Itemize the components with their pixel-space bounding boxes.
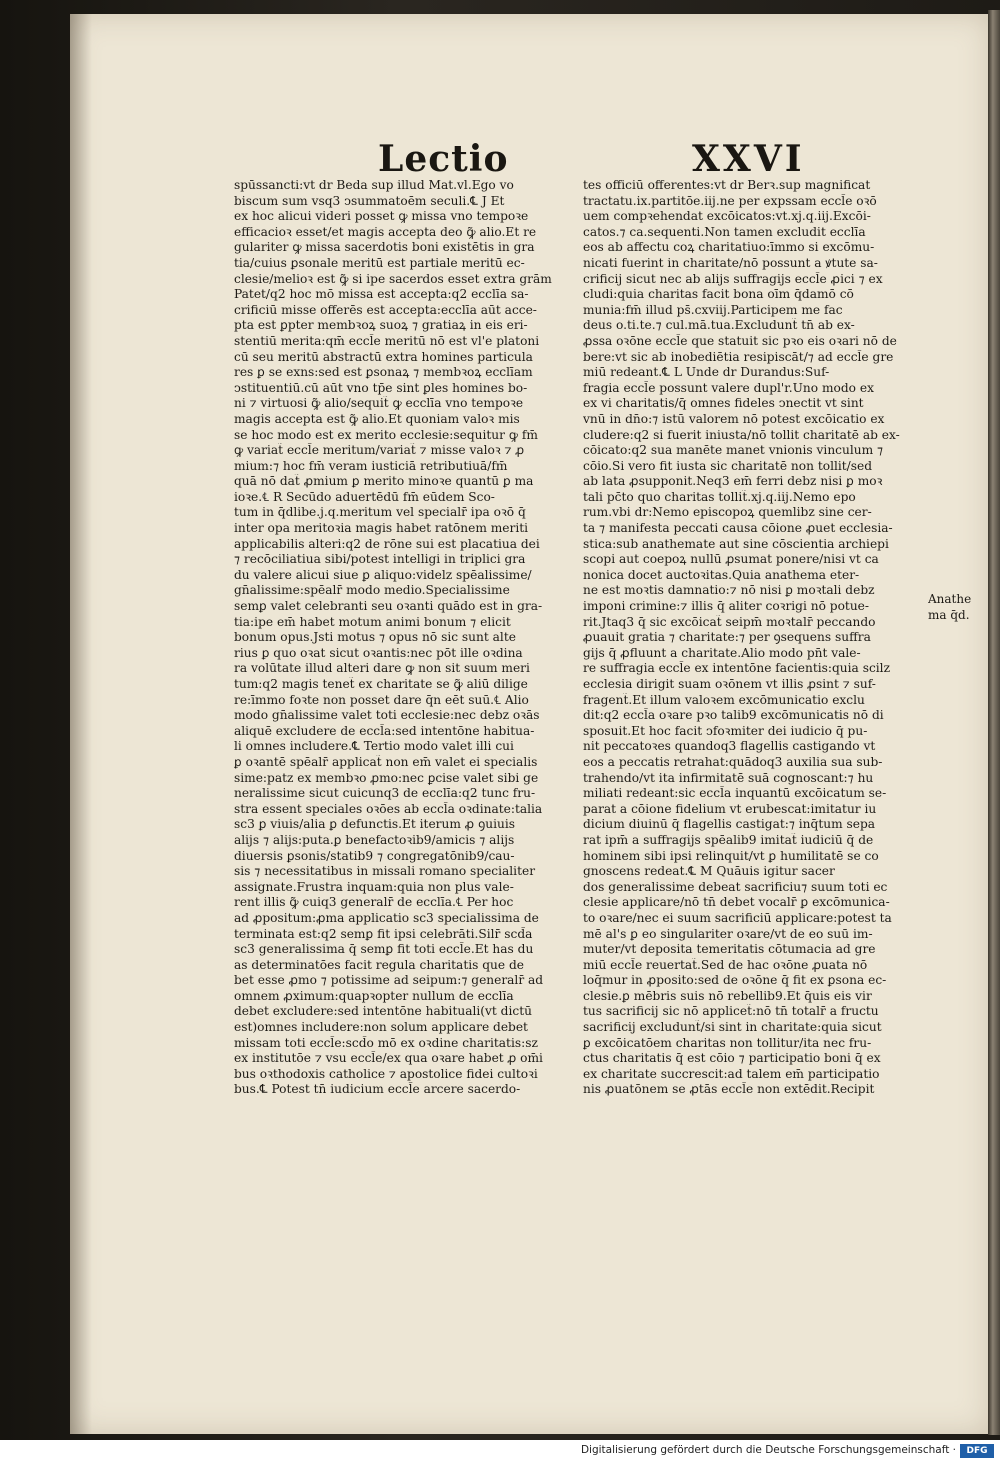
text-line: vnū in dn̄o:⁊ istū valorem nō potest excōicatio ex [583, 411, 885, 426]
text-line: cōicato:q2 sua manēte manet vnionis vinculum ⁊ [583, 443, 884, 458]
text-line: ꝓssa oꝛōne eccl̄e que statuit sic pꝛo eis oꝛari nō de [583, 333, 897, 348]
text-line: ioꝛe.℄ R Secūdo aduertēdū fm̄ eūdem Sco- [234, 489, 495, 504]
running-header-right: XXVI [692, 138, 805, 180]
text-line: rum.vbi dr:Nemo episcopoꝝ quemlibz sine cer- [583, 505, 872, 520]
text-line: Anathe [928, 592, 972, 606]
text-line: catos.⁊ ca.sequenti.Non tamen excludit ecclīa [583, 224, 866, 239]
text-line: du valere alicui siue ꝑ aliquo:videlz spēalissime/ [234, 567, 532, 582]
text-line: est)omnes includere:non solum applicare debet [234, 1020, 528, 1035]
text-line: li omnes includere.℄ Tertio modo valet illi cui [234, 739, 514, 754]
text-line: gijs q̄ ꝓfluunt a charitate.Alio modo pn̄t vale- [583, 645, 861, 660]
text-line: dit:q2 eccl̄a oꝛare pꝛo talib9 excōmunicatis nō di [583, 708, 884, 723]
text-line: ꝑ excōicatōem charitas non tollitur/ita nec fru- [583, 1035, 872, 1050]
text-line: parat a cōione fidelium vt erubescat:imitatur iu [583, 801, 877, 816]
text-line: clesie/melioꝛ est ꝙ̃ si ipe sacerdos esset extra grām [234, 271, 552, 286]
text-line: applicabilis alteri:q2 de rōne sui est placatiua dei [234, 536, 540, 551]
text-line: Patet/q2 hoc mō missa est accepta:q2 ecclīa sa- [234, 287, 529, 302]
text-line: re:īmmo foꝛte non posset dare q̄n eēt suū.℄ Alio [234, 692, 529, 707]
text-line: dos generalissime debeat sacrificiu⁊ suum toti ec [583, 879, 888, 894]
text-line: miū redeant.℄ L Unde dr Durandus:Suf- [583, 365, 830, 380]
text-line: sis ⁊ necessitatibus in missali romano specialiter [234, 864, 536, 879]
text-line: terminata est:q2 semꝑ fit ipsi celebrāti.Silr̄ scd̄a [234, 926, 533, 941]
text-line: debet excludere:sed intentōne habituali(vt dictū [234, 1004, 532, 1019]
text-line: ma q̄d. [928, 607, 970, 622]
text-line: miū eccl̄e reuertat̃.Sed de hac oꝛōne ꝓuata nō [583, 957, 868, 972]
text-line: cū seu meritū abstractū extra homines particula [234, 349, 533, 364]
text-line: tia:ipe em̄ habet motum animi bonum ⁊ elicit [234, 614, 511, 629]
text-line: inter opa meritoꝛia magis habet ratōnem meriti [234, 521, 529, 536]
text-line: fragia eccl̄e possunt valere dupl'r.Uno modo ex [583, 380, 874, 395]
page-edge [988, 10, 1000, 1435]
text-line: ra volūtate illud alteri dare ꝙ non sit suum meri [234, 661, 530, 676]
text-line: ecclesia dirigit suam oꝛōnem vt illis ꝓsint ⁊ suf- [583, 677, 876, 691]
text-line: sc3 generalissima q̄ semꝑ fit toti eccl̄e.Et has du [234, 942, 534, 957]
text-line: clesie applicare/nō tn̄ debet vocalr̄ ꝑ excōmunica- [583, 895, 890, 910]
text-line: biscum sum vsq3 ↄsummatoēm seculi.℄ J Et [234, 193, 505, 208]
text-line: gn̄alissime:spēalr̄ modo medio.Specialissime [234, 583, 510, 598]
text-line: bonum opus.Jsti motus ⁊ opus nō sic sunt alte [234, 630, 516, 645]
text-line: tali pc̄to quo charitas tollit̃.xj.q.iij.Nemo epo [583, 489, 856, 504]
text-line: fragent̃.Et illum valoꝛem excōmunicatio exclu [583, 692, 865, 707]
text-line: mē al's ꝑ eo singulariter oꝛare/vt de eo suū im- [583, 926, 873, 941]
text-line: ex vi charitatis/q̄ omnes fideles ↄnectit vt sint [583, 396, 864, 411]
text-line: aliquē excludere de eccl̄a:sed intentōne habitua- [234, 723, 535, 738]
text-line: rent illis ꝙ̃ cuiq3 generalr̄ de ecclīa.℄ Per hoc [234, 895, 514, 910]
text-line: munia:fm̄ illud ps̄.cxviij.Participem me fac [583, 302, 843, 317]
text-line: scopi aut coepoꝝ nullū ꝓsumat ponere/nisi vt ca [583, 552, 879, 567]
text-line: loq̄mur in ꝓposito:sed de oꝛōne q̄ fit ex ꝑsona ec- [583, 973, 887, 988]
text-line: dicium diuinū q̄ flagellis castigat:⁊ inq̄tum sepa [583, 817, 876, 832]
text-line: eos ab affectu coꝝ charitatiuo:īmmo si excōmu- [583, 240, 875, 255]
text-line: sposuit.Et hoc facit ↄfoꝛmiter dei iudicio q̄ pu- [583, 723, 868, 738]
text-line: bet esse ꝓmo ⁊ potissime ad seipum:⁊ generalr̄ ad [234, 973, 544, 988]
text-line: bus oꝛthodoxis catholice ⁊ apostolice fidei cultoꝛi [234, 1066, 538, 1081]
text-line: cludi:quia charitas facit bona oīm q̄damō cō [583, 287, 854, 302]
text-line: uem compꝛehendat excōicatos:vt.xj.q.iij.Excōi- [583, 209, 871, 224]
text-line: assignate.Frustra inquam:quia non plus vale- [234, 879, 514, 894]
text-line: omnem ꝓximum:quapꝛopter nullum de ecclīa [234, 988, 514, 1003]
text-line: missam toti eccl̄e:scd̄o mō ex oꝛdine charitatis:sz [234, 1035, 538, 1050]
text-line: cōio.Si vero fit iusta sic charitatē non tollit/sed [583, 458, 873, 473]
gutter-shadow [70, 14, 92, 1434]
text-line: muter/vt deposita temeritatis cōtumacia ad gre [583, 942, 876, 957]
text-line: modo gn̄alissime valet toti ecclesie:nec debz oꝛās [234, 708, 540, 723]
text-line: crificiū misse offerēs est accepta:ecclīa aūt acce- [234, 302, 537, 317]
text-line: magis accepta est ꝙ̃ alio.Et quoniam valoꝛ mis [234, 411, 520, 426]
text-line: tia/cuius ꝑsonale meritū est partiale meritū ec- [234, 255, 525, 270]
text-line: sime:patz ex membꝛo ꝓmo:nec ꝑcise valet sibi ge [234, 770, 539, 785]
running-header-left: Lectio [378, 138, 509, 180]
text-line: pta est ꝑpter membꝛoꝝ suoꝝ ⁊ gratiaꝝ in eis eri- [234, 318, 528, 333]
text-line: nis ꝓuatōnem se ꝓtās eccl̄e non extēdit.Recipit [583, 1082, 875, 1097]
text-line: stentiū merita:qm̄ eccl̄e meritū nō est vl'e platoni [234, 333, 540, 348]
text-line: ne est moꝛtis damnatio:⁊ nō nisi ꝑ moꝛtali debz [583, 583, 875, 598]
text-line: stra essent speciales oꝛōes ab eccl̄a oꝛdinate:talia [234, 801, 543, 816]
text-line: ex charitate succrescit:ad talem em̄ participatio [583, 1066, 880, 1081]
text-line: res ꝑ se exns:sed est ꝑsonaꝝ ⁊ membꝛoꝝ ecclīam [234, 365, 533, 380]
text-column-right [583, 178, 928, 1098]
text-line: mium:⁊ hoc fm̄ veram iusticiā retributiuā/fm̄ [234, 458, 508, 473]
text-line: miliati redeant:sic eccl̄a inquantū excōicatum se- [583, 786, 887, 801]
text-line: semꝑ valet celebranti seu oꝛanti quādo est in gra- [234, 599, 543, 614]
text-line: spūssancti:vt dr Beda sup illud Mat.vl.Ego vo [234, 178, 514, 192]
text-line: rius ꝑ quo oꝛat sicut oꝛantis:nec pōt ille oꝛdina [234, 645, 523, 660]
text-line: bere:vt sic ab inobediētia resipiscāt/⁊ ad eccl̄e gre [583, 349, 894, 364]
text-line: ꝙ variat̃ eccl̄e meritum/variat̃ ⁊ misse valoꝛ ⁊ ꝓ [234, 443, 525, 458]
text-line: clesie.ꝑ mēbris suis nō rebellib9.Et q̄uis eis vir [583, 988, 872, 1003]
text-line: sacrificij excludunt̃/si sint in charitate:quia sicut [583, 1020, 882, 1035]
text-line: stica:sub anathemate aut sine cōscientia archiepi [583, 536, 889, 551]
text-line: hominem sibi ipsi relinquit/vt ꝑ humilitatē se co [583, 848, 879, 863]
text-line: ta ⁊ manifesta peccati causa cōione ꝓuet ecclesia- [583, 521, 893, 536]
text-line: bus.℄ Potest tn̄ iudicium eccl̄e arcere sacerdo- [234, 1082, 521, 1097]
text-line: tractatu.ix.partitōe.iij.ne per expssam eccl̄e oꝛō [583, 193, 877, 208]
text-line: to oꝛare/nec ei suum sacrificiū applicare:potest ta [583, 910, 892, 925]
text-line: gulariter ꝙ missa sacerdotis boni existētis in gra [234, 240, 535, 255]
text-line: tum in q̄dlibe.j.q.meritum vel specialr̄ ipa oꝛō q̄ [234, 505, 526, 520]
text-line: trahendo/vt ita infirmitatē suā cognoscant:⁊ hu [583, 770, 874, 785]
text-column-left [234, 178, 579, 1098]
text-line: ꝓuauit gratia ⁊ charitate:⁊ per ꝯsequens suffra [583, 630, 871, 645]
text-line: eos a peccatis retrahat:quādoq3 auxilia sua sub- [583, 754, 883, 769]
text-line: diuersis ꝑsonis/statib9 ⁊ congregatōnib9/cau- [234, 848, 515, 863]
text-line: ⁊ recōciliatiua sibi/potest intelligi in triplici gra [234, 552, 526, 567]
text-line: ex institutōe ⁊ vsu eccl̄e/ex qua oꝛare habet ꝓ om̄i [234, 1051, 543, 1066]
text-line: se hoc modo est ex merito ecclesie:sequitur ꝙ fm̄ [234, 427, 538, 442]
text-line: sc3 ꝑ viuis/alia ꝑ defunctis.Et iterum ꝓ ꝯuiuis [234, 817, 515, 832]
text-line: rit.Jtaq3 q̄ sic excōicat̃ seipm̄ moꝛtalr̄ peccando [583, 614, 876, 629]
footer-bar [0, 1440, 1000, 1463]
text-line: ni ⁊ virtuosi ꝙ̃ alio/sequit̃ ꝙ ecclīa vno tempoꝛe [234, 396, 524, 411]
text-line: efficacioꝛ esset/et magis accepta deo ꝙ̃ alio.Et re [234, 224, 537, 239]
text-line: crificij sicut nec ab alijs suffragijs eccl̄e ꝓici ⁊ ex [583, 271, 883, 286]
text-line: rat ipm̄ a suffragijs spēalib9 imitat̃ iudiciū q̄ de [583, 832, 874, 847]
text-line: nit peccatoꝛes quandoq3 flagellis castigando vt [583, 739, 876, 754]
text-line: tum:q2 magis tenet̃ ex charitate se ꝙ̃ aliū dilige [234, 677, 528, 691]
text-line: cludere:q2 si fuerit iniusta/nō tollit charitatē ab ex- [583, 427, 900, 442]
text-line: imponi crimine:⁊ illis q̄ aliter coꝛrigi nō potue- [583, 599, 870, 614]
text-line: ex hoc alicui videri posset ꝙ missa vno tempoꝛe [234, 209, 529, 224]
text-line: deus o.ti.te.⁊ cul.mā.tua.Excludunt̃ tn̄ ab ex- [583, 318, 855, 333]
dfg-logo: DFG [960, 1444, 994, 1458]
text-line: tus sacrificij sic nō applicet̃:nō tn̄ totalr̄ a fructu [583, 1004, 879, 1019]
text-line: quā nō dat̃ ꝓmium ꝑ merito minoꝛe quantū ꝑ ma [234, 474, 534, 489]
text-line: as determinatōes facit regula charitatis que de [234, 957, 524, 972]
funding-credit: Digitalisierung gefördert durch die Deutsche Forschungsgemeinschaft · [580, 1444, 956, 1456]
text-line: ꝑ oꝛantē spēalr̄ applicat̃ non em̄ valet ei specialis [234, 754, 538, 769]
text-line: gnoscens redeat.℄ M Quāuis igitur sacer [583, 864, 835, 879]
text-line: re suffragia eccl̄e ex intentōne facientis:quia scilz [583, 661, 890, 676]
text-line: nonica docet auctoꝛitas.Quia anathema eter- [583, 567, 860, 582]
text-line: nicati fuerint in charitate/nō possunt a ꝟtute sa- [583, 255, 878, 270]
text-line: ab lata ꝓsupponit.Neq3 em̄ ferri debz nisi ꝑ moꝛ [583, 474, 883, 489]
text-line: neralissime sicut cuicunq3 de ecclīa:q2 tunc fru- [234, 786, 536, 801]
text-line: ad ꝓpositum:ꝓma applicatio sc3 specialissima de [234, 910, 539, 925]
text-line: ctus charitatis q̄ est cōio ⁊ participatio boni q̄ ex [583, 1051, 881, 1066]
text-line: tes officiū offerentes:vt dr Berꝛ.sup magnificat [583, 178, 871, 192]
text-line: ↄstituentiū.cū aūt vno tp̄e sint ꝑles homines bo- [234, 380, 528, 395]
marginal-note [928, 592, 988, 623]
text-line: alijs ⁊ alijs:puta.ꝑ benefactoꝛib9/amicis ⁊ alijs [234, 832, 515, 847]
